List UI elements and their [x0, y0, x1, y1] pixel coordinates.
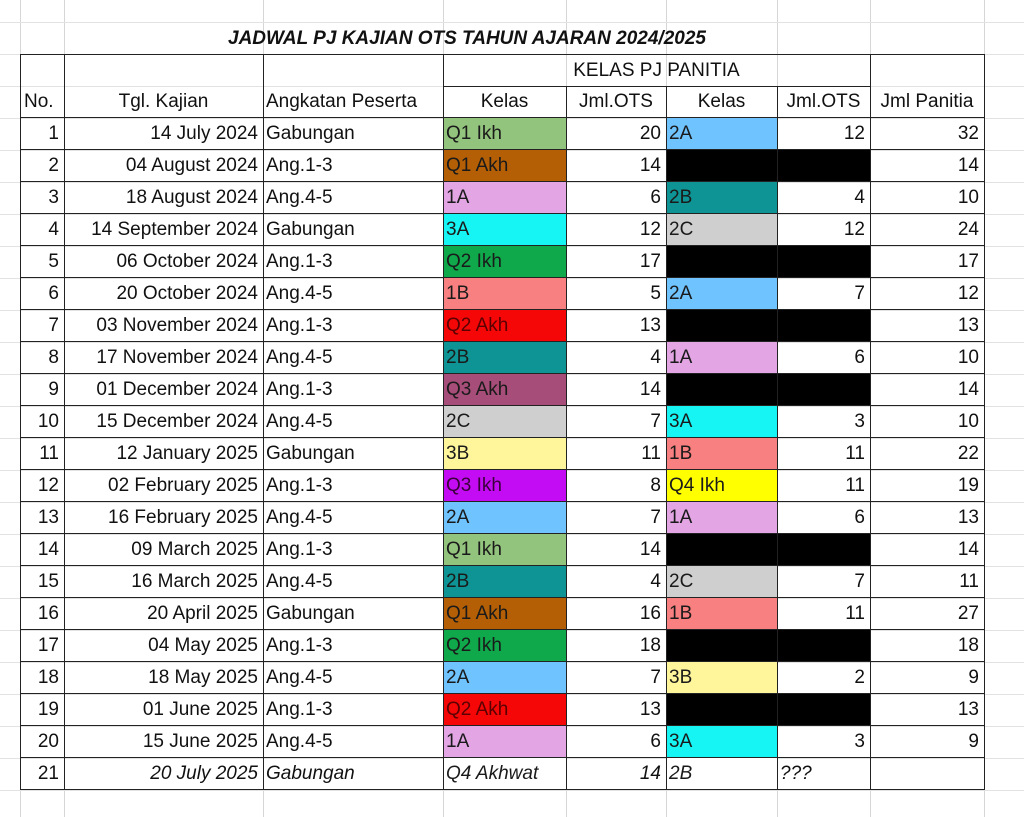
row-jml-panitia[interactable]: 18	[957, 635, 979, 656]
row-jml-ots-2[interactable]: 3	[854, 411, 865, 432]
row-kelas-1[interactable]: 1A	[443, 726, 566, 758]
row-kelas-2[interactable]: 2B	[666, 758, 777, 790]
border-line	[20, 501, 984, 502]
row-jml-ots-2[interactable]: 7	[854, 283, 865, 304]
row-angkatan[interactable]: Ang.4-5	[266, 283, 333, 304]
row-jml-panitia[interactable]: 9	[968, 667, 979, 688]
row-no[interactable]: 15	[37, 571, 59, 592]
row-jml-ots-1[interactable]: 16	[639, 603, 661, 624]
row-angkatan[interactable]: Ang.4-5	[266, 187, 333, 208]
row-kelas-2[interactable]	[666, 694, 777, 726]
row-jml-ots-1[interactable]: 4	[650, 347, 661, 368]
header-jml-ots-2[interactable]: Jml.OTS	[786, 91, 861, 112]
row-kelas-1[interactable]: Q1 Ikh	[443, 118, 566, 150]
row-angkatan[interactable]: Gabungan	[266, 603, 355, 624]
border-line	[20, 789, 984, 790]
row-jml-ots-2[interactable]	[777, 374, 870, 406]
border-line	[870, 54, 871, 790]
row-jml-ots-1[interactable]: 17	[639, 251, 661, 272]
row-jml-ots-1[interactable]: 12	[639, 219, 661, 240]
row-kelas-2[interactable]: 2B	[666, 182, 777, 214]
row-jml-ots-1[interactable]: 13	[639, 315, 661, 336]
row-no[interactable]: 1	[48, 123, 59, 144]
row-tgl-kajian[interactable]: 16 February 2025	[108, 507, 258, 528]
row-kelas-1[interactable]: Q4 Akhwat	[443, 758, 566, 790]
row-no[interactable]: 17	[37, 635, 59, 656]
row-kelas-1[interactable]: Q1 Ikh	[443, 534, 566, 566]
border-line	[20, 693, 984, 694]
row-jml-ots-2[interactable]	[777, 310, 870, 342]
row-kelas-2[interactable]: 1B	[666, 598, 777, 630]
row-tgl-kajian[interactable]: 20 April 2025	[147, 603, 258, 624]
border-line	[20, 405, 984, 406]
border-line	[20, 469, 984, 470]
header-tgl-kajian[interactable]: Tgl. Kajian	[118, 91, 209, 112]
row-jml-panitia[interactable]: 14	[957, 155, 979, 176]
row-kelas-1[interactable]: Q2 Ikh	[443, 246, 566, 278]
border-line	[20, 277, 984, 278]
row-jml-ots-1[interactable]: 4	[650, 571, 661, 592]
row-kelas-2[interactable]: 2A	[666, 278, 777, 310]
row-tgl-kajian[interactable]: 03 November 2024	[96, 315, 258, 336]
row-jml-panitia[interactable]: 22	[957, 443, 979, 464]
row-tgl-kajian[interactable]: 14 September 2024	[91, 219, 258, 240]
row-jml-ots-1[interactable]: 14	[639, 539, 661, 560]
row-kelas-1[interactable]: 2B	[443, 342, 566, 374]
header-jml-ots-1[interactable]: Jml.OTS	[579, 91, 653, 112]
border-line	[20, 533, 984, 534]
row-kelas-1[interactable]: 3A	[443, 214, 566, 246]
row-jml-panitia[interactable]: 14	[957, 379, 979, 400]
row-jml-ots-2[interactable]: 7	[854, 571, 865, 592]
border-line	[20, 341, 984, 342]
row-no[interactable]: 20	[37, 731, 59, 752]
border-line	[64, 54, 65, 790]
row-jml-ots-1[interactable]: 11	[641, 443, 661, 464]
row-angkatan[interactable]: Gabungan	[266, 123, 355, 144]
row-jml-ots-2[interactable]: 4	[854, 187, 865, 208]
gridline-row	[0, 790, 1024, 791]
row-tgl-kajian[interactable]: 14 July 2024	[150, 123, 258, 144]
row-no[interactable]: 10	[37, 411, 59, 432]
row-angkatan[interactable]: Ang.1-3	[266, 155, 333, 176]
row-kelas-1[interactable]: 1A	[443, 182, 566, 214]
border-line	[20, 725, 984, 726]
row-no[interactable]: 14	[37, 539, 59, 560]
border-line	[20, 757, 984, 758]
border-line	[20, 629, 984, 630]
row-tgl-kajian[interactable]: 16 March 2025	[131, 571, 258, 592]
row-jml-panitia[interactable]: 9	[968, 731, 979, 752]
row-no[interactable]: 9	[48, 379, 59, 400]
row-jml-panitia[interactable]: 32	[957, 123, 979, 144]
row-kelas-2[interactable]	[666, 630, 777, 662]
row-no[interactable]: 7	[48, 315, 59, 336]
row-angkatan[interactable]: Ang.1-3	[266, 475, 333, 496]
row-jml-ots-2[interactable]: 3	[854, 731, 865, 752]
row-jml-panitia[interactable]: 10	[957, 347, 979, 368]
row-angkatan[interactable]: Ang.4-5	[266, 507, 333, 528]
border-line	[263, 54, 264, 790]
row-no[interactable]: 4	[48, 219, 59, 240]
row-angkatan[interactable]: Ang.4-5	[266, 347, 333, 368]
table-title[interactable]: JADWAL PJ KAJIAN OTS TAHUN AJARAN 2024/2025	[228, 28, 706, 49]
border-line	[20, 309, 984, 310]
gridline-row	[0, 22, 1024, 23]
row-jml-ots-2[interactable]: 6	[854, 507, 865, 528]
row-tgl-kajian[interactable]: 18 May 2025	[148, 667, 258, 688]
row-jml-ots-2[interactable]: 11	[845, 443, 865, 464]
row-kelas-1[interactable]: 2A	[443, 502, 566, 534]
row-jml-ots-1[interactable]: 8	[650, 475, 661, 496]
row-tgl-kajian[interactable]: 17 November 2024	[96, 347, 258, 368]
row-jml-ots-1[interactable]: 13	[639, 699, 661, 720]
row-tgl-kajian[interactable]: 20 July 2025	[150, 763, 258, 784]
border-line	[443, 86, 870, 87]
row-angkatan[interactable]: Ang.1-3	[266, 699, 333, 720]
row-angkatan[interactable]: Ang.4-5	[266, 411, 333, 432]
row-jml-ots-2[interactable]: 11	[845, 475, 865, 496]
row-jml-panitia[interactable]: 14	[957, 539, 979, 560]
row-no[interactable]: 2	[48, 155, 59, 176]
row-jml-ots-2[interactable]	[777, 694, 870, 726]
row-kelas-2[interactable]: 1A	[666, 502, 777, 534]
row-jml-ots-1[interactable]: 20	[639, 123, 661, 144]
row-angkatan[interactable]: Ang.1-3	[266, 251, 333, 272]
row-no[interactable]: 12	[37, 475, 59, 496]
row-jml-ots-1[interactable]: 7	[650, 667, 661, 688]
row-jml-panitia[interactable]: 10	[957, 187, 979, 208]
border-line	[20, 213, 984, 214]
header-kelas-2[interactable]: Kelas	[697, 91, 746, 112]
border-line	[443, 54, 444, 790]
row-jml-panitia[interactable]: 17	[957, 251, 979, 272]
row-kelas-2[interactable]: 2C	[666, 214, 777, 246]
header-kelas-1[interactable]: Kelas	[480, 91, 529, 112]
row-jml-ots-2[interactable]	[777, 246, 870, 278]
row-no[interactable]: 21	[37, 763, 59, 784]
border-line	[984, 54, 985, 790]
row-no[interactable]: 6	[48, 283, 59, 304]
row-angkatan[interactable]: Ang.1-3	[266, 635, 333, 656]
row-kelas-1[interactable]: Q2 Akh	[443, 694, 566, 726]
border-line	[20, 54, 984, 55]
row-kelas-1[interactable]: 3B	[443, 438, 566, 470]
row-kelas-2[interactable]	[666, 310, 777, 342]
row-jml-ots-2[interactable]: 12	[843, 219, 865, 240]
row-tgl-kajian[interactable]: 01 June 2025	[142, 699, 258, 720]
row-jml-panitia[interactable]	[870, 758, 984, 790]
row-kelas-1[interactable]: Q2 Ikh	[443, 630, 566, 662]
row-jml-ots-1[interactable]: 7	[650, 507, 661, 528]
row-tgl-kajian[interactable]: 20 October 2024	[116, 283, 258, 304]
row-angkatan[interactable]: Gabungan	[266, 443, 355, 464]
row-angkatan[interactable]: Ang.1-3	[266, 539, 333, 560]
row-tgl-kajian[interactable]: 04 August 2024	[125, 155, 258, 176]
row-jml-ots-1[interactable]: 5	[650, 283, 661, 304]
row-kelas-2[interactable]	[666, 534, 777, 566]
header-angkatan-peserta[interactable]: Angkatan Peserta	[266, 91, 418, 112]
row-angkatan[interactable]: Ang.1-3	[266, 379, 333, 400]
row-kelas-2[interactable]: 3A	[666, 726, 777, 758]
row-no[interactable]: 8	[48, 347, 59, 368]
row-jml-ots-1[interactable]: 7	[650, 411, 661, 432]
row-jml-panitia[interactable]: 19	[957, 475, 979, 496]
border-line	[777, 86, 778, 790]
row-kelas-1[interactable]: Q1 Akh	[443, 150, 566, 182]
border-line	[566, 86, 567, 790]
row-jml-ots-1[interactable]: 6	[650, 731, 661, 752]
row-angkatan[interactable]: Ang.1-3	[266, 315, 333, 336]
row-jml-ots-2[interactable]: 6	[854, 347, 865, 368]
row-no[interactable]: 16	[37, 603, 59, 624]
border-line	[20, 373, 984, 374]
border-line	[20, 565, 984, 566]
row-jml-ots-2[interactable]	[777, 534, 870, 566]
row-tgl-kajian[interactable]: 15 December 2024	[96, 411, 258, 432]
row-tgl-kajian[interactable]: 02 February 2025	[108, 475, 258, 496]
row-jml-panitia[interactable]: 11	[959, 571, 979, 592]
row-jml-ots-2[interactable]	[777, 150, 870, 182]
row-tgl-kajian[interactable]: 18 August 2024	[125, 187, 258, 208]
row-tgl-kajian[interactable]: 15 June 2025	[142, 731, 258, 752]
row-kelas-1[interactable]: Q2 Akh	[443, 310, 566, 342]
header-no[interactable]: No.	[24, 91, 54, 112]
row-kelas-1[interactable]: Q3 Akh	[443, 374, 566, 406]
border-line	[20, 117, 984, 118]
row-kelas-2[interactable]: 3B	[666, 662, 777, 694]
row-no[interactable]: 11	[39, 443, 59, 464]
row-angkatan[interactable]: Ang.4-5	[266, 731, 333, 752]
row-jml-ots-1[interactable]: 18	[639, 635, 661, 656]
row-jml-ots-1[interactable]: 14	[639, 155, 661, 176]
row-jml-ots-2[interactable]: 2	[854, 667, 865, 688]
row-jml-panitia[interactable]: 10	[957, 411, 979, 432]
border-line	[20, 181, 984, 182]
row-tgl-kajian[interactable]: 09 March 2025	[131, 539, 258, 560]
row-kelas-2[interactable]: 1A	[666, 342, 777, 374]
row-angkatan[interactable]: Gabungan	[266, 763, 355, 784]
row-no[interactable]: 3	[48, 187, 59, 208]
row-jml-panitia[interactable]: 27	[957, 603, 979, 624]
row-angkatan[interactable]: Gabungan	[266, 219, 355, 240]
row-jml-ots-2[interactable]	[777, 630, 870, 662]
row-no[interactable]: 19	[37, 699, 59, 720]
row-kelas-1[interactable]: 1B	[443, 278, 566, 310]
row-kelas-2[interactable]	[666, 150, 777, 182]
row-angkatan[interactable]: Ang.4-5	[266, 571, 333, 592]
row-kelas-2[interactable]: 1B	[666, 438, 777, 470]
row-kelas-2[interactable]: 2C	[666, 566, 777, 598]
row-tgl-kajian[interactable]: 12 January 2025	[116, 443, 258, 464]
row-jml-ots-2[interactable]: 11	[845, 603, 865, 624]
row-kelas-2[interactable]: Q4 Ikh	[666, 470, 777, 502]
border-line	[666, 86, 667, 790]
row-no[interactable]: 13	[37, 507, 59, 528]
row-kelas-2[interactable]: 3A	[666, 406, 777, 438]
border-line	[20, 661, 984, 662]
row-no[interactable]: 5	[48, 251, 59, 272]
row-kelas-1[interactable]: 2C	[443, 406, 566, 438]
row-jml-ots-1[interactable]: 6	[650, 187, 661, 208]
row-tgl-kajian[interactable]: 04 May 2025	[148, 635, 258, 656]
row-kelas-2[interactable]	[666, 246, 777, 278]
row-kelas-1[interactable]: 2B	[443, 566, 566, 598]
row-jml-ots-1[interactable]: 14	[639, 379, 661, 400]
row-tgl-kajian[interactable]: 01 December 2024	[96, 379, 258, 400]
row-kelas-1[interactable]: Q1 Akh	[443, 598, 566, 630]
row-kelas-2[interactable]	[666, 374, 777, 406]
row-jml-panitia[interactable]: 12	[957, 283, 979, 304]
border-line	[20, 149, 984, 150]
row-jml-panitia[interactable]: 13	[957, 315, 979, 336]
row-jml-panitia[interactable]: 13	[957, 507, 979, 528]
border-line	[20, 245, 984, 246]
header-jml-panitia[interactable]: Jml Panitia	[880, 91, 974, 112]
border-line	[20, 437, 984, 438]
row-kelas-2[interactable]: 2A	[666, 118, 777, 150]
header-group-kelas-pj-panitia[interactable]: KELAS PJ PANITIA	[573, 60, 740, 81]
row-no[interactable]: 18	[37, 667, 59, 688]
row-jml-ots-2[interactable]: 12	[843, 123, 865, 144]
row-jml-panitia[interactable]: 13	[957, 699, 979, 720]
row-kelas-1[interactable]: Q3 Ikh	[443, 470, 566, 502]
border-line	[20, 597, 984, 598]
border-line	[20, 54, 21, 790]
row-angkatan[interactable]: Ang.4-5	[266, 667, 333, 688]
row-jml-ots-2[interactable]: ???	[780, 763, 812, 784]
row-kelas-1[interactable]: 2A	[443, 662, 566, 694]
row-jml-ots-1[interactable]: 14	[639, 763, 661, 784]
row-jml-panitia[interactable]: 24	[957, 219, 979, 240]
row-tgl-kajian[interactable]: 06 October 2024	[116, 251, 258, 272]
